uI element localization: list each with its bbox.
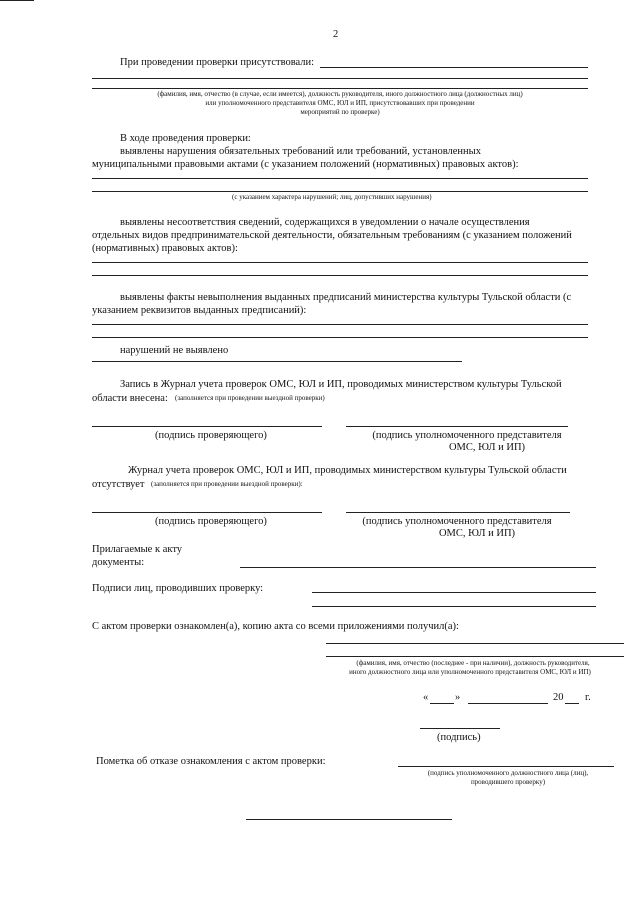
orders-line-2: [92, 337, 588, 338]
present-label: При проведении проверки присутствовали:: [120, 57, 315, 68]
date-close-quote: »: [455, 692, 461, 703]
signatures-label: Подписи лиц, проводивших проверку:: [92, 583, 264, 594]
acquainted-caption-1: (фамилия, имя, отчество (последнее - при наличии), должность руководителя,: [356, 659, 590, 667]
signatures-line-2: [312, 606, 596, 607]
orders-text-2: указанием реквизитов выданных предписаний):: [92, 305, 307, 316]
inconsistencies-line-1: [92, 262, 588, 263]
inconsistencies-line-2: [92, 275, 588, 276]
refusal-line: [398, 766, 614, 767]
violations-line-1: [92, 178, 588, 179]
journal-absent-sig-inspector-caption: (подпись проверяющего): [155, 516, 267, 527]
journal-absent-line-2: отсутствует: [92, 479, 145, 490]
attached-label-1: Прилагаемые к акту: [92, 544, 183, 555]
violations-line-2: [92, 191, 588, 192]
journal-absent-sig-rep-caption-2: ОМС, ЮЛ и ИП): [438, 528, 516, 539]
journal-entry-sig-rep-caption-2: ОМС, ЮЛ и ИП): [448, 442, 526, 453]
during-heading: В ходе проведения проверки:: [120, 133, 251, 144]
date-day-line: [430, 703, 454, 704]
date-month-line: [468, 703, 548, 704]
attached-line: [240, 567, 596, 568]
journal-absent-sig-inspector-line: [92, 512, 322, 513]
date-year-line: [565, 703, 579, 704]
no-violations-line: [92, 361, 462, 362]
present-line-1: [320, 67, 588, 68]
journal-absent-sig-rep-line: [346, 512, 570, 513]
no-violations-text: нарушений не выявлено: [120, 345, 229, 356]
present-caption-3: мероприятий по проверке): [300, 108, 380, 116]
acquainted-caption-2: иного должностного лица или уполномоченного представителя ОМС, ЮЛ и ИП): [349, 668, 591, 676]
attached-label-2: документы:: [92, 557, 145, 568]
date-year-prefix: 20: [553, 692, 564, 703]
acquainted-signature-caption: (подпись): [437, 732, 481, 743]
journal-absent-sig-rep-caption-1: (подпись уполномоченного представителя: [362, 516, 552, 527]
journal-entry-line-1: Запись в Журнал учета проверок ОМС, ЮЛ и ИП, проводимых министерством культуры Тульской: [120, 379, 562, 390]
page-number: 2: [333, 29, 339, 40]
present-line-2: [92, 78, 588, 79]
journal-entry-sig-rep-caption-1: (подпись уполномоченного представителя: [372, 430, 562, 441]
present-caption-2: или уполномоченного представителя ОМС, ЮЛ и ИП, присутствовавших при проведении: [205, 99, 475, 107]
journal-absent-note: (заполняется при проведении выездной проверки):: [151, 480, 303, 488]
refusal-caption-1: (подпись уполномоченного должностного лица (лиц),: [427, 769, 589, 777]
signatures-line-1: [312, 592, 596, 593]
acquainted-label: С актом проверки ознакомлен(а), копию акта со всеми приложениями получил(а):: [92, 621, 459, 632]
violations-caption: (с указанием характера нарушений; лиц, допустивших нарушения): [232, 193, 432, 201]
present-caption-1: (фамилия, имя, отчество (в случае, если имеется), должность руководителя, иного должностного лица (должностных лиц): [157, 90, 523, 98]
inconsistencies-text-1: выявлены несоответствия сведений, содержащихся в уведомлении о начале осуществления: [120, 217, 530, 228]
date-year-suffix: г.: [585, 692, 591, 703]
journal-absent-line-1: Журнал учета проверок ОМС, ЮЛ и ИП, проводимых министерством культуры Тульской области: [128, 465, 567, 476]
refusal-caption-2: проводившего проверку): [470, 778, 546, 786]
inconsistencies-text-3: (нормативных) правовых актов):: [92, 243, 238, 254]
journal-entry-sig-inspector-caption: (подпись проверяющего): [155, 430, 267, 441]
date-open-quote: «: [423, 692, 429, 703]
journal-entry-sig-inspector-line: [92, 426, 322, 427]
acquainted-line-1: [326, 643, 624, 644]
orders-line-1: [92, 324, 588, 325]
inconsistencies-text-2: отдельных видов предпринимательской деятельности, обязательным требованиям (с указанием положений: [92, 230, 572, 241]
bottom-line: [246, 819, 452, 820]
corner-mark: [0, 0, 34, 1]
violations-text-2: муниципальными правовыми актами (с указанием положений (нормативных) правовых актов):: [92, 159, 519, 170]
journal-entry-sig-rep-line: [346, 426, 568, 427]
orders-text-1: выявлены факты невыполнения выданных предписаний министерства культуры Тульской области (с: [120, 292, 572, 303]
journal-entry-note: (заполняется при проведении выездной проверки): [175, 394, 325, 402]
acquainted-signature-line: [420, 728, 500, 729]
journal-entry-line-2: области внесена:: [92, 393, 168, 404]
acquainted-line-2: [326, 656, 624, 657]
refusal-label: Пометка об отказе ознакомления с актом проверки:: [96, 756, 326, 767]
present-line-3: [92, 88, 588, 89]
violations-text-1: выявлены нарушения обязательных требований или требований, установленных: [120, 146, 481, 157]
